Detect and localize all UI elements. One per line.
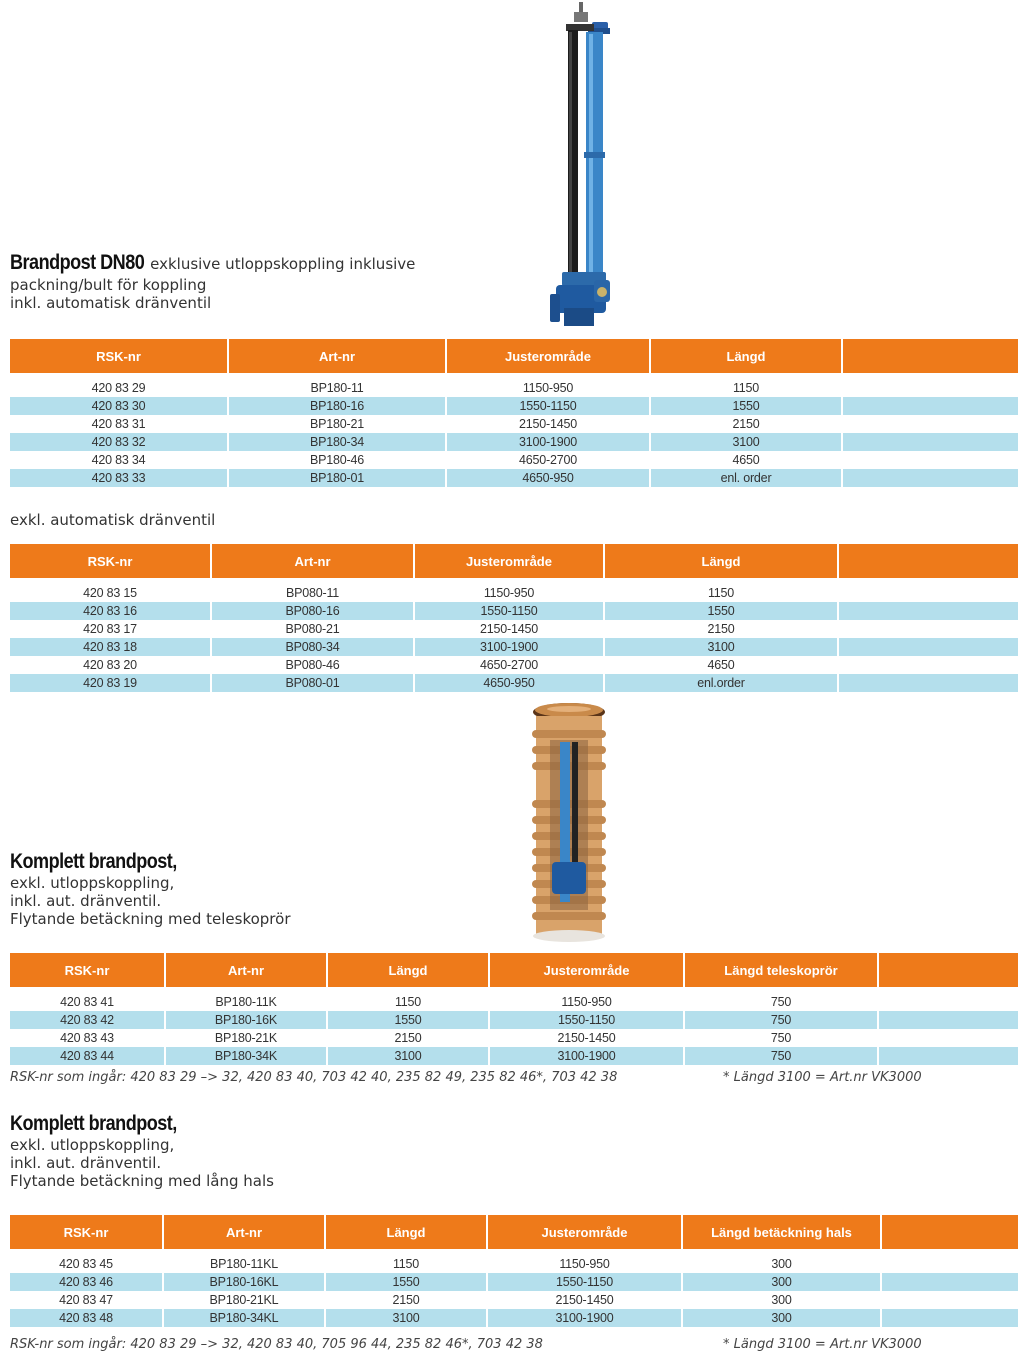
column-header [879,953,1018,987]
table-cell: 420 83 20 [10,656,212,674]
table-cell: 4650 [651,451,843,469]
table-cell: BP080-46 [212,656,415,674]
table-cell [843,379,1018,397]
table-cell: BP180-16 [229,397,447,415]
table-cell [879,1029,1018,1047]
table-cell: BP080-34 [212,638,415,656]
table-cell: BP180-46 [229,451,447,469]
column-header [843,339,1018,373]
section4-desc-line2: inkl. aut. dränventil. [10,1154,162,1172]
column-header: Längd betäckning hals [683,1215,882,1249]
section4-title: Komplett brandpost, [10,1112,177,1135]
table-row [10,1011,1018,1029]
table-row [10,602,1018,620]
table-cell: 2150 [326,1291,488,1309]
table-cell [843,451,1018,469]
table-cell [839,602,1018,620]
table-cell: 420 83 43 [10,1029,166,1047]
table-cell: 2150-1450 [488,1291,683,1309]
column-header: Längd [326,1215,488,1249]
table-dn80-auto-drain [10,339,1018,487]
table-cell: 2150 [605,620,839,638]
table-cell: 420 83 31 [10,415,229,433]
table-cell [839,674,1018,692]
section3-desc-line2: inkl. aut. dränventil. [10,892,162,910]
table-cell: 420 83 32 [10,433,229,451]
column-header: Justerområde [490,953,685,987]
section3-desc-line1: exkl. utloppskoppling, [10,874,175,892]
table-cell: BP180-16K [166,1011,328,1029]
table-cell: 2150 [651,415,843,433]
table-cell: BP080-16 [212,602,415,620]
table-cell: 420 83 46 [10,1273,164,1291]
table-cell [843,397,1018,415]
table-cell: 3100 [651,433,843,451]
table-cell: 420 83 29 [10,379,229,397]
table-cell [839,620,1018,638]
table-cell: 1550 [326,1273,488,1291]
table-cell: 1150 [651,379,843,397]
section4-desc-line1: exkl. utloppskoppling, [10,1136,175,1154]
table-cell: 300 [683,1309,882,1327]
table-row [10,1029,1018,1047]
table-cell [839,584,1018,602]
table-cell: BP180-16KL [164,1273,326,1291]
table-cell: 2150 [328,1029,490,1047]
table-cell: 3100-1900 [490,1047,685,1065]
table-cell: BP080-11 [212,584,415,602]
table-cell: BP180-01 [229,469,447,487]
table-cell: 4650-950 [415,674,605,692]
table-cell: 420 83 18 [10,638,212,656]
table-cell: 420 83 44 [10,1047,166,1065]
column-header: RSK-nr [10,339,229,373]
table-row [10,584,1018,602]
table-cell [882,1273,1018,1291]
table-cell: 420 83 30 [10,397,229,415]
table-cell: 1550-1150 [490,1011,685,1029]
table-cell [879,1047,1018,1065]
table-cell: 3100 [328,1047,490,1065]
table-cell: 750 [685,1047,879,1065]
table-cell: 1150 [605,584,839,602]
table-cell: BP180-11KL [164,1255,326,1273]
column-header: RSK-nr [10,544,212,578]
table-cell: 1150-950 [447,379,651,397]
column-header: Längd [651,339,843,373]
section1-desc-line1: exklusive utloppskoppling inklusive [150,255,416,273]
table-cell [882,1309,1018,1327]
section3-footnote: * Längd 3100 = Art.nr VK3000 [723,1070,922,1085]
section1-heading-block [10,252,415,312]
section3-rsk-note: RSK-nr som ingår: 420 83 29 –> 32, 420 83 40, 703 42 40, 235 82 49, 235 82 46*, 703 42 38 [10,1070,618,1085]
fire-hydrant-image [548,2,616,334]
table-row [10,656,1018,674]
table-cell: BP180-11 [229,379,447,397]
column-header: RSK-nr [10,1215,164,1249]
table-cell: 1150-950 [415,584,605,602]
table-cell: 3100-1900 [447,433,651,451]
table-cell: 3100-1900 [415,638,605,656]
table-cell: 420 83 42 [10,1011,166,1029]
table-cell: 750 [685,1029,879,1047]
table-cell: BP180-21KL [164,1291,326,1309]
table-cell: 4650 [605,656,839,674]
table-row [10,433,1018,451]
table-cell: 1550-1150 [415,602,605,620]
table-cell: 420 83 17 [10,620,212,638]
section4-heading-block [10,1112,274,1190]
table-cell: 420 83 47 [10,1291,164,1309]
table-cell: BP180-21K [166,1029,328,1047]
table-cell: 1550 [605,602,839,620]
table-cell: 4650-2700 [415,656,605,674]
table-cell: BP180-21 [229,415,447,433]
table-cell [839,656,1018,674]
column-header: Längd [605,544,839,578]
section1-desc-line2: packning/bult för koppling [10,276,207,294]
table-row [10,1047,1018,1065]
section1-title: Brandpost DN80 [10,251,145,274]
table-cell: BP080-01 [212,674,415,692]
table-cell: BP080-21 [212,620,415,638]
table-cell: BP180-34K [166,1047,328,1065]
table-cell: BP180-34KL [164,1309,326,1327]
section4-desc-line3: Flytande betäckning med lång hals [10,1172,274,1190]
column-header: Längd teleskoprör [685,953,879,987]
column-header [839,544,1018,578]
table-cell: 3100 [605,638,839,656]
column-header: Längd [328,953,490,987]
hydrant-chamber-image [526,700,612,944]
table-cell: 1150 [328,993,490,1011]
table-cell: 420 83 34 [10,451,229,469]
table-cell: 1550-1150 [488,1273,683,1291]
table-cell: 2150-1450 [490,1029,685,1047]
section1-desc-line3: inkl. automatisk dränventil [10,294,212,312]
table-cell: BP180-34 [229,433,447,451]
table-cell [882,1291,1018,1309]
column-header: Art-nr [164,1215,326,1249]
table-cell: 750 [685,993,879,1011]
table-cell: 300 [683,1255,882,1273]
table-row [10,674,1018,692]
table-cell [839,638,1018,656]
table-cell: 300 [683,1291,882,1309]
table-row [10,638,1018,656]
table-cell [879,1011,1018,1029]
column-header: Justerområde [447,339,651,373]
table-cell: 420 83 48 [10,1309,164,1327]
table-cell: 2150-1450 [447,415,651,433]
table-row [10,1273,1018,1291]
table-complete-long-neck [10,1215,1018,1327]
table-row [10,397,1018,415]
table-cell: 1550-1150 [447,397,651,415]
table-row [10,1291,1018,1309]
table-row [10,1309,1018,1327]
section2-subtitle: exkl. automatisk dränventil [10,511,216,529]
table-row [10,993,1018,1011]
table-row [10,620,1018,638]
section3-desc-line3: Flytande betäckning med teleskoprör [10,910,291,928]
table-cell: 420 83 15 [10,584,212,602]
table-row [10,469,1018,487]
table-cell: 420 83 41 [10,993,166,1011]
table-cell: 3100 [326,1309,488,1327]
table-cell: 420 83 45 [10,1255,164,1273]
column-header: Art-nr [229,339,447,373]
table-cell: 3100-1900 [488,1309,683,1327]
table-cell: 4650-950 [447,469,651,487]
table-cell: 1150-950 [488,1255,683,1273]
table-cell: 1550 [651,397,843,415]
table-dn80-no-auto-drain [10,544,1018,692]
table-cell: 420 83 19 [10,674,212,692]
table-row [10,415,1018,433]
table-cell: enl.order [605,674,839,692]
table-cell: 1150 [326,1255,488,1273]
column-header: Justerområde [488,1215,683,1249]
table-cell: 2150-1450 [415,620,605,638]
column-header: Justerområde [415,544,605,578]
table-cell: enl. order [651,469,843,487]
table-cell [843,415,1018,433]
column-header [882,1215,1018,1249]
table-row [10,379,1018,397]
table-cell [843,433,1018,451]
section3-heading-block [10,850,290,928]
column-header: Art-nr [166,953,328,987]
table-cell: 420 83 33 [10,469,229,487]
table-cell: 420 83 16 [10,602,212,620]
table-cell [882,1255,1018,1273]
table-cell: 1550 [328,1011,490,1029]
table-cell: BP180-11K [166,993,328,1011]
column-header: RSK-nr [10,953,166,987]
table-cell: 1150-950 [490,993,685,1011]
section4-footnote: * Längd 3100 = Art.nr VK3000 [723,1337,922,1352]
table-cell: 750 [685,1011,879,1029]
table-complete-telescope [10,953,1018,1065]
table-cell [843,469,1018,487]
table-cell: 300 [683,1273,882,1291]
table-cell: 4650-2700 [447,451,651,469]
section4-rsk-note: RSK-nr som ingår: 420 83 29 –> 32, 420 83 40, 705 96 44, 235 82 46*, 703 42 38 [10,1337,543,1352]
table-row [10,451,1018,469]
table-cell [879,993,1018,1011]
section3-title: Komplett brandpost, [10,850,177,873]
table-row [10,1255,1018,1273]
column-header: Art-nr [212,544,415,578]
